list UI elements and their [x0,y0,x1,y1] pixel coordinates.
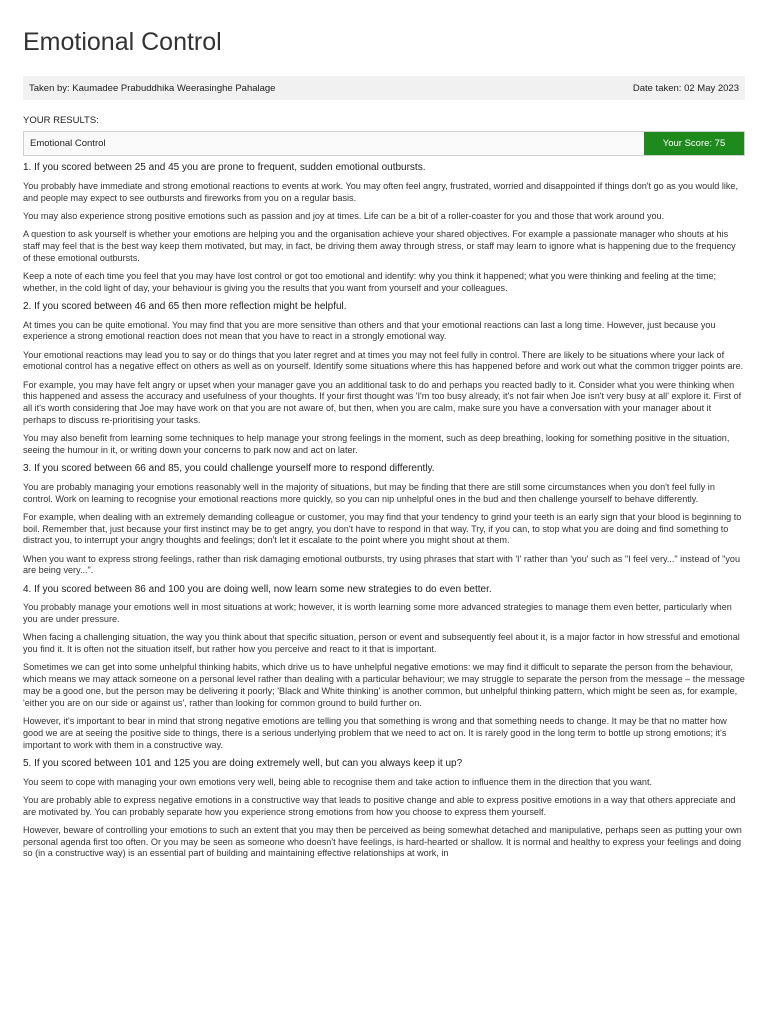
paragraph: When you want to express strong feelings, rather than risk damaging emotional outbursts, try using phrases that start with 'I' rather than 'you' such as "I feel very..." instead of "you are being very...". [23,553,741,576]
paragraph: Keep a note of each time you feel that you may have lost control or got too emotional and identify: why you think it happened; what you were thinking and feeling at the time; whether, in the cold light of day, your behaviour is giving you the results that you want from yourself and your colleagues. [23,270,717,293]
paragraph: You are probably able to express negative emotions in a constructive way that leads to positive change and able to express positive emotions in a way that others appreciate and are motivated by. You can probably separate how you experience strong emotions from how you choose to express them yourself. [23,794,736,817]
results-content [23,162,745,860]
score-row [23,131,745,156]
paragraph: You are probably managing your emotions reasonably well in the majority of situations, but may be finding that there are still some circumstances when you don't feel fully in control. Work on learning to recognise your emotional reactions more quickly, so you can nip unhelpful ones in the bud and then challenge yourself to behave differently. [23,481,715,504]
score-band-heading: 4. If you scored between 86 and 100 you are doing well, now learn some new strategies to do even better. [23,583,492,595]
paragraph: When facing a challenging situation, the way you think about that specific situation, person or event and subsequently feel about it, is a major factor in how stressful and emotional you find it. It is often not the situation itself, but rather how you perceive and react to it that is important. [23,632,740,655]
score-badge: Your Score: 75 [644,132,744,155]
date-taken: Date taken: 02 May 2023 [632,82,739,94]
paragraph: You may also benefit from learning some techniques to help manage your strong feelings in the moment, such as deep breathing, looking for something positive in the situation, seeing the humour in it, or writing down your concerns to park now and act on later. [23,433,730,455]
meta-bar [23,76,745,100]
paragraph: For example, when dealing with an extremely demanding colleague or customer, you may find that your tendency to grind your teeth is an early sign that your blood is beginning to boil. Remember that, just because your first instinct may be to get angry, you don't have to respond in that way. Try, if you can, to stop what you are doing and find something to distract you, to interrupt your angry thoughts and feelings; don't let it escalate to the point where you might shout at them. [23,511,742,546]
score-band-heading: 2. If you scored between 46 and 65 then more reflection might be helpful. [23,300,347,312]
paragraph: Your emotional reactions may lead you to say or do things that you later regret and at times you may not feel fully in control. There are likely to be situations where your lack of emotional control has a negative effect on others as well as on yourself. Identify some situations where this has happened before and work out what the common trigger points are. [23,349,744,372]
paragraph: However, beware of controlling your emotions to such an extent that you may then be perceived as being somewhat detached and manipulative, perhaps seen as putting your own personal agenda first too often. Or you may be seen as someone who doesn't have feelings, is hard-hearted or shallow. It is normal and healthy to express your feelings and doing so (in a constructive way) is an essential part of building and maintaining effective relationships at work, in [23,824,742,859]
score-band-heading: 5. If you scored between 101 and 125 you are doing extremely well, but can you always keep it up? [23,757,463,769]
paragraph: However, it's important to bear in mind that strong negative emotions are telling you that something is wrong and that something needs to change. It may be that no matter how good we are at seeing the positive side to things, there is a serious underlying problem that we need to act on. It is rarely good in the long term to bottle up strong emotions; it's important to work with them in a constructive way. [23,715,727,750]
score-band-heading: 3. If you scored between 66 and 85, you could challenge yourself more to respond differently. [23,463,435,475]
page-title: Emotional Control [23,28,222,56]
results-label: YOUR RESULTS: [23,115,99,126]
taken-by: Taken by: Kaumadee Prabuddhika Weerasinghe Pahalage [29,82,276,94]
score-band-heading: 1. If you scored between 25 and 45 you are prone to frequent, sudden emotional outbursts. [23,162,426,173]
paragraph: For example, you may have felt angry or upset when your manager gave you an additional task to do and perhaps you reacted badly to it. Consider what you were thinking when this happened and assess the accuracy and usefulness of your thoughts. If your first thought was 'I'm too busy already, it's not fair when Joe isn't very busy at all' explore it. First of all it's worth considering that Joe may have work on that you are not aware of, but then, when you are calm, make sure you have a conversation with your manager about it perhaps to discuss re-prioritising your tasks. [23,379,742,425]
paragraph: A question to ask yourself is whether your emotions are helping you and the organisation achieve your shared objectives. For example a passionate manager who shouts at his staff may feel that is the best way keep them motivated, but may, in fact, be driving them away through stress, or staff may learn to ignore what is happening due to the frequency of these emotional outbursts. [23,228,736,263]
paragraph: You may also experience strong positive emotions such as passion and joy at times. Life can be a bit of a roller-coaster for you and those that work around you. [23,210,665,221]
paragraph: You probably manage your emotions well in most situations at work; however, it is worth learning some more advanced strategies to manage them even better, particularly when you are under pressure. [23,602,732,625]
score-category: Emotional Control [24,132,644,155]
paragraph: Sometimes we can get into some unhelpful thinking habits, which drive us to have unhelpful negative emotions: we may find it difficult to separate the person from the behaviour, which means we may attack someone on a personal level rather than dealing with a particular behaviour; we may struggle to separate the person from the message – the message may be a good one, but the person may be delivering it poorly; 'Black and White thinking' is another common, but unhelpful thinking pattern, which might be seen as, for example, 'either you are on our side or against us', rather than looking for common ground to build further on. [23,662,745,708]
paragraph: You seem to cope with managing your own emotions very well, being able to recognise them and take action to influence them in the direction that you want. [23,776,653,787]
paragraph: At times you can be quite emotional. You may find that you are more sensitive than others and that your emotional reactions can last a long time. However, just because you experience a strong emotional reaction does not mean that you have to react in a strongly emotional way. [23,319,716,342]
paragraph: You probably have immediate and strong emotional reactions to events at work. You may often feel angry, frustrated, worried and disappointed if things don't go as you would like, and people may expect to see outbursts and fireworks from you on a regular basis. [23,180,739,203]
